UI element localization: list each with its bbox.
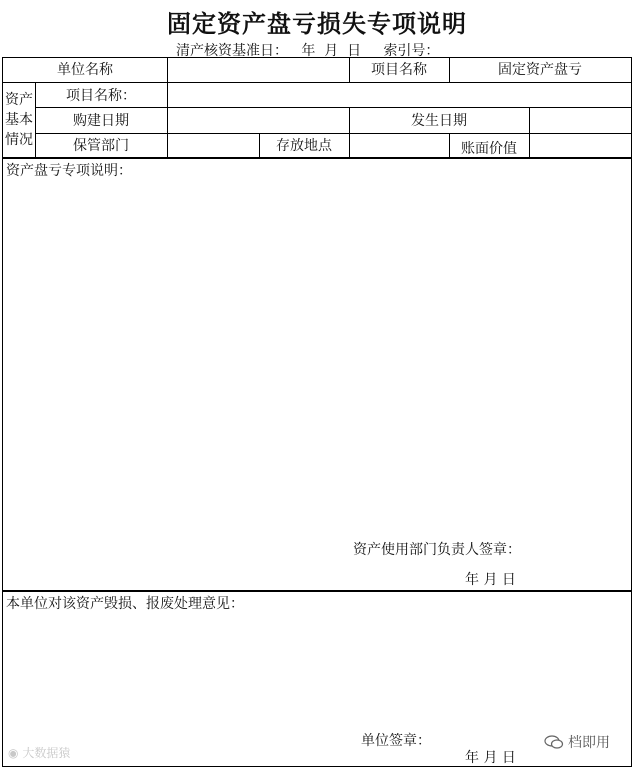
- dept-head-signature-label: 资产使用部门负责人签章：: [353, 542, 521, 558]
- explanation-textarea[interactable]: [9, 184, 625, 534]
- watermark-right: [544, 732, 610, 752]
- watermark-left: [8, 744, 70, 761]
- weibo-icon: ◉: [8, 746, 19, 760]
- page-title: 固定资产盘亏损失专项说明: [167, 9, 467, 38]
- opinion-label: 本单位对该资产毁损、报废处理意见：: [6, 596, 244, 612]
- side-label-line: 情况: [5, 132, 33, 148]
- row-divider: [3, 82, 631, 83]
- base-date-label: 清产核资基准日：: [176, 43, 288, 59]
- side-label-line: 资产: [5, 92, 33, 108]
- occurrence-date-field[interactable]: [533, 110, 627, 130]
- item-name-label: 项目名称：: [66, 88, 136, 104]
- item-name-field[interactable]: [171, 85, 627, 105]
- project-name-value: 固定资产盘亏: [498, 62, 582, 78]
- book-value-field[interactable]: [533, 135, 627, 155]
- book-value-label: 账面价值: [461, 141, 517, 157]
- wechat-icon: [544, 735, 564, 749]
- section-divider: [3, 157, 631, 159]
- row-divider: [35, 107, 631, 108]
- row-divider: [35, 133, 631, 134]
- form-table: [2, 57, 632, 767]
- unit-name-label: 单位名称: [57, 62, 113, 78]
- unit-name-field[interactable]: [171, 60, 347, 80]
- custody-dept-field[interactable]: [171, 135, 257, 155]
- unit-signature-label: 单位签章：: [361, 733, 431, 749]
- opinion-date: 年 月 日: [465, 750, 516, 766]
- base-date-placeholder: 年 月 日: [301, 43, 362, 59]
- project-name-label: 项目名称: [371, 62, 427, 78]
- purchase-date-field[interactable]: [171, 110, 347, 130]
- watermark-left-text: 大数据猿: [22, 746, 71, 760]
- section-divider: [3, 590, 631, 592]
- asset-basic-side-label: [3, 90, 35, 150]
- col-divider: [167, 58, 168, 158]
- storage-location-field[interactable]: [353, 135, 447, 155]
- purchase-date-label: 购建日期: [73, 113, 129, 129]
- col-divider: [529, 107, 530, 158]
- watermark-right-text: 档即用: [568, 735, 610, 751]
- side-label-line: 基本: [5, 112, 33, 128]
- custody-dept-label: 保管部门: [73, 138, 129, 154]
- index-label: 索引号：: [383, 43, 440, 59]
- occurrence-date-label: 发生日期: [411, 113, 467, 129]
- explanation-date: 年 月 日: [465, 572, 516, 588]
- storage-location-label: 存放地点: [276, 138, 332, 154]
- explanation-label: 资产盘亏专项说明：: [6, 163, 132, 179]
- opinion-textarea[interactable]: [9, 618, 625, 722]
